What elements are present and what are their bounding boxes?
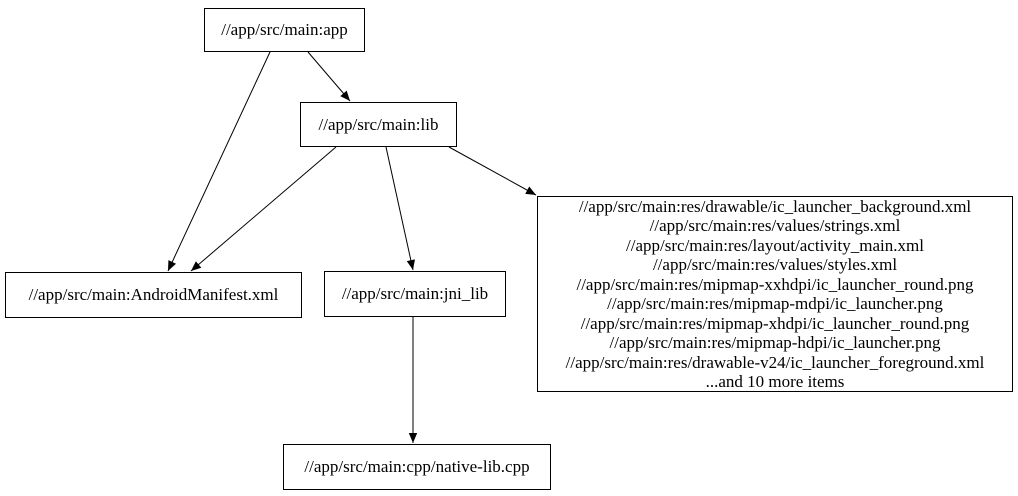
- res-file-line: //app/src/main:res/mipmap-xxhdpi/ic_launcher_round.png: [576, 274, 974, 294]
- edge-lib-androidmanifest: [191, 147, 336, 271]
- node-resfiles-target: [537, 196, 1013, 392]
- node-app-label: //app/src/main:app: [221, 20, 348, 40]
- edge-lib-jnilib: [386, 147, 413, 270]
- res-file-line: //app/src/main:res/drawable-v24/ic_launcher_foreground.xml: [565, 352, 985, 372]
- res-file-line: //app/src/main:res/values/styles.xml: [652, 255, 898, 274]
- node-nativelib-label: //app/src/main:cpp/native-lib.cpp: [304, 457, 530, 477]
- node-lib-target: [300, 102, 457, 147]
- res-more-items-line: ...and 10 more items: [705, 372, 845, 391]
- edge-app-lib: [308, 52, 350, 101]
- edge-lib-resfiles: [449, 147, 536, 195]
- res-file-line: //app/src/main:res/drawable/ic_launcher_background.xml: [578, 196, 972, 216]
- node-lib-label: //app/src/main:lib: [318, 114, 439, 134]
- node-jnilib-label: //app/src/main:jni_lib: [341, 284, 489, 304]
- res-file-line: //app/src/main:res/layout/activity_main.xml: [626, 235, 924, 255]
- node-jnilib-target: [324, 271, 506, 317]
- node-androidmanifest-label: //app/src/main:AndroidManifest.xml: [28, 285, 279, 305]
- res-file-line: //app/src/main:res/values/strings.xml: [649, 216, 901, 235]
- res-file-line: //app/src/main:res/mipmap-xhdpi/ic_launcher_round.png: [580, 313, 970, 333]
- node-app-target: [204, 8, 365, 52]
- node-nativelib-target: [283, 444, 551, 490]
- res-file-line: //app/src/main:res/mipmap-mdpi/ic_launcher.png: [607, 294, 943, 313]
- node-androidmanifest-target: [5, 272, 302, 318]
- edge-app-androidmanifest: [168, 52, 270, 271]
- res-file-line: //app/src/main:res/mipmap-hdpi/ic_launcher.png: [609, 333, 941, 352]
